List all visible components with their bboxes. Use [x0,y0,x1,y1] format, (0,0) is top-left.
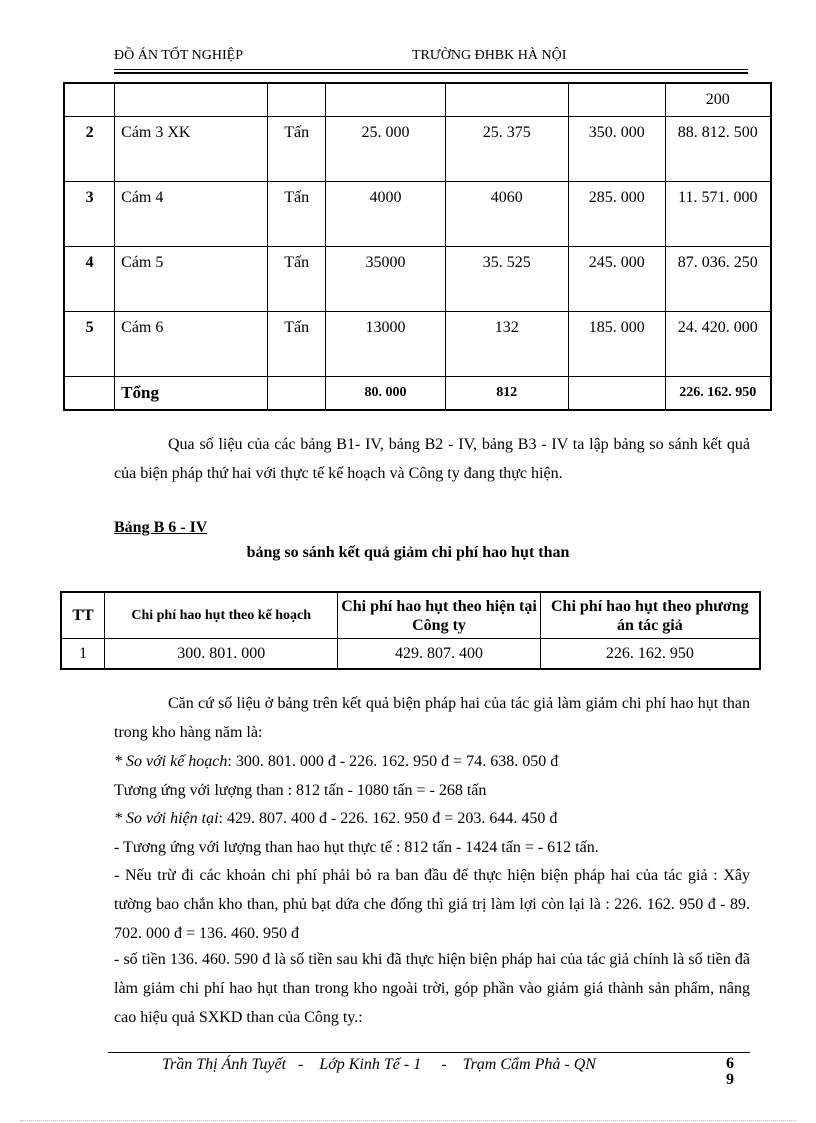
table-label: Bảng B 6 - IV [114,519,208,536]
table-cell [64,83,115,117]
table-cell [445,83,568,117]
paragraph-conclusion: - số tiền 136. 460. 590 đ là số tiền sau khi đã thực hiện biện pháp hai của tác giả chính là số tiền đã làm giảm chi phí hao hụt than trong kho ngoài trời, góp phần vào giảm giá thành sản phẩm, nâng cao hiệu quả SXKD than của Công ty.: [114,951,750,1026]
table-header-row [61,592,760,639]
page-number-bottom: 9 [726,1071,734,1088]
total-cell [568,377,665,411]
table-row [61,639,760,670]
total-cell: 812 [445,377,568,411]
table-cell: 4 [64,247,115,312]
table-cell: 185. 000 [568,312,665,377]
header-left: ĐỒ ÁN TỐT NGHIỆP [114,48,243,63]
table-row [64,247,771,312]
coal-equivalent-line: Tương ứng với lượng than : 812 tấn - 1080 tấn = - 268 tấn [114,782,487,799]
comparison-table [60,591,761,670]
table-row [64,117,771,182]
table-cell: 3 [64,182,115,247]
table-title: bảng so sánh kết quả giảm chi phí hao hụt than [246,544,570,561]
table-cell: 132 [445,312,568,377]
table-cell: 13000 [326,312,445,377]
column-header: Chi phí hao hụt theo kế hoạch [105,592,338,639]
table-cell: Cám 3 XK [115,117,268,182]
table-cell: 285. 000 [568,182,665,247]
table-cell: 4000 [326,182,445,247]
vs-current-line [114,804,750,833]
table-cell: 1 [61,639,105,670]
table-cell: 24. 420. 000 [665,312,771,377]
table-cell [115,83,268,117]
vs-current-value: : 429. 807. 400 đ - 226. 162. 950 đ = 203. 644. 450 đ [218,810,558,827]
footer-rule [108,1052,750,1053]
table-cell: 35000 [326,247,445,312]
table-cell: 35. 525 [445,247,568,312]
total-label: Tổng [115,377,268,411]
table-cell: 25. 000 [326,117,445,182]
table-cell: Tấn [267,312,325,377]
table-cell [568,83,665,117]
footer-text: Trần Thị Ánh Tuyết - Lớp Kinh Tế - 1 - Trạm Cẩm Phả - QN [162,1056,596,1073]
table-cell: Tấn [267,117,325,182]
table-cell: Cám 4 [115,182,268,247]
table-cell: 25. 375 [445,117,568,182]
table-cell: 300. 801. 000 [105,639,338,670]
table-cell: 226. 162. 950 [540,639,760,670]
vs-plan-label: * So với kế hoạch [114,753,228,770]
paragraph-basis: Căn cứ số liệu ở bảng trên kết quả biện pháp hai của tác giả làm giảm chi phí hao hụt than trong kho hàng năm là: [114,695,750,741]
page-bottom-border [20,1120,796,1121]
total-cell: 226. 162. 950 [665,377,771,411]
table-cell: 245. 000 [568,247,665,312]
paragraph-intro: Qua số liệu của các bảng B1- IV, bảng B2 - IV, bảng B3 - IV ta lập bảng so sánh kết quả của biện pháp thứ hai với thực tế kế hoạch và Công ty đang thực hiện. [114,436,750,482]
table-cell: Tấn [267,247,325,312]
table-cell: Cám 5 [115,247,268,312]
table-row [64,83,771,117]
table-cell: 429. 807. 400 [338,639,540,670]
cost-table-continued [63,82,772,411]
table-cell: 11. 571. 000 [665,182,771,247]
column-header: Chi phí hao hụt theo hiện tại Công ty [338,592,540,639]
header-rule [114,69,748,70]
header-rule-thick [114,72,748,74]
table-cell [326,83,445,117]
page-header [114,48,746,68]
table-cell: 5 [64,312,115,377]
vs-current-label: * So với hiện tại [114,810,219,827]
table-row [64,182,771,247]
table-total-row [64,377,771,411]
table-cell: 87. 036. 250 [665,247,771,312]
vs-plan-line [114,747,750,776]
page-number [724,1056,736,1088]
table-cell: 2 [64,117,115,182]
page-number-top: 6 [726,1055,734,1072]
table-cell [64,377,115,411]
actual-loss-line: - Tương ứng với lượng than hao hụt thực tế : 812 tấn - 1424 tấn = - 612 tấn. [114,839,599,856]
table-cell: 350. 000 [568,117,665,182]
vs-plan-value: : 300. 801. 000 đ - 226. 162. 950 đ = 74. 638. 050 đ [227,753,559,770]
header-right: TRƯỜNG ĐHBK HÀ NỘI [412,48,567,63]
table-cell: 88. 812. 500 [665,117,771,182]
table-cell [267,83,325,117]
table-cell: 200 [665,83,771,117]
table-cell [267,377,325,411]
column-header: Chi phí hao hụt theo phương án tác giả [540,592,760,639]
table-cell: Cám 6 [115,312,268,377]
total-cell: 80. 000 [326,377,445,411]
table-cell: Tấn [267,182,325,247]
table-cell: 4060 [445,182,568,247]
paragraph-net-benefit: - Nếu trừ đi các khoản chi phí phải bỏ ra ban đầu để thực hiện biện pháp hai của tác giả : Xây tường bao chắn kho than, phủ bạt dứa che đống thì giá trị làm lợi còn lại là : 226. 162. 950 đ - 89. 702. 000 đ = 136. 460. 950 đ [114,867,750,942]
table-row [64,312,771,377]
column-header: TT [61,592,105,639]
